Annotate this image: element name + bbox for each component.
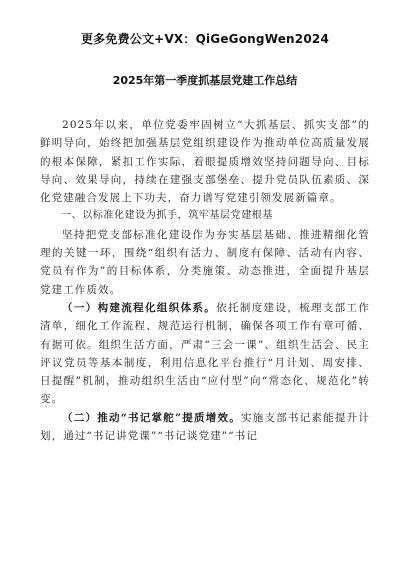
subsection-2-heading: （二）推动“书记掌舵”提质增效。 <box>62 411 241 424</box>
intro-paragraph: 2025年以来，单位党委牢固树立“大抓基层、抓实支部”的鲜明导向，始终把加强基层党组织建设作为推动单位高质量发展的根本保障，紧扣工作实际，着眼提质增效坚持问题导向、目标导向、效果导向，持续在建强支部堡垒、提升党员队伍素质、深化党建融合发展上下功夫，奋力谱写党建引领发展新篇章。 <box>40 119 370 205</box>
subsection-2-text: 实施支部书记素能提升计划，通过“书记讲党课”“书记谈党建”“书记 <box>40 411 370 443</box>
subsection-2-paragraph <box>40 409 370 446</box>
section-1-paragraph: 坚持把党支部标准化建设作为夯实基层基础、推进精细化管理的关键一环，围绕“组织有活力、制度有保障、活动有内容、党员有作为”的目标体系，分类施策、动态推进，全面提升基层党建工作质效。 <box>40 228 370 296</box>
subsection-1-heading: （一）构建流程化组织体系。 <box>62 301 217 314</box>
section-heading-1: 一、以标准化建设为抓手，筑牢基层党建根基 <box>61 210 273 222</box>
document-title: 2025年第一季度抓基层党建工作总结 <box>112 74 298 87</box>
watermark-text: 更多免费公文+VX：QiGeGongWen2024 <box>80 32 329 46</box>
subsection-1-text: 依托制度建设，梳理支部工作清单，细化工作流程、规范运行机制，确保各项工作有章可循、有据可依。组织生活方面，严肃“三会一课”、组织生活会、民主评议党员等基本制度，利用信息化平台推行“月计划、周安排、日提醒”机制，推动组织生活由“应付型”向“常态化、规范化”转变。 <box>40 301 370 406</box>
document-body <box>40 116 370 445</box>
subsection-1-paragraph <box>40 299 370 409</box>
